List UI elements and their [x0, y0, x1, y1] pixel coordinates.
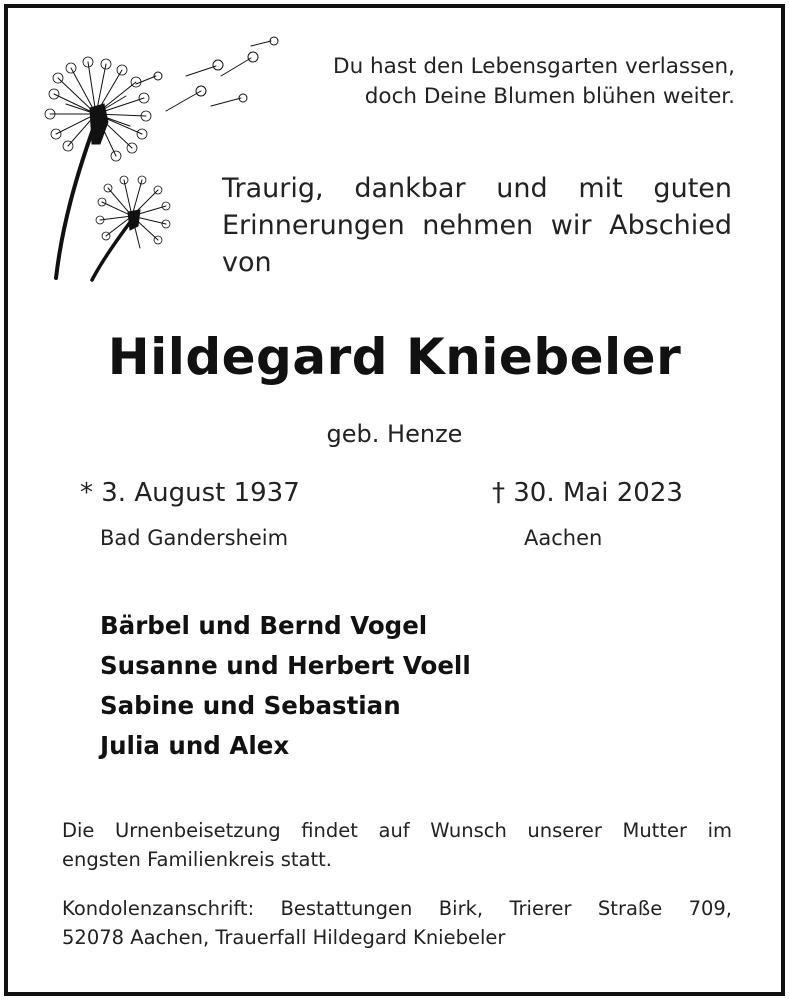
intro-line-1: Traurig, dankbar und mit guten [222, 173, 732, 204]
condolence-address-line-1: Kondolenzanschrift: Bestattungen Birk, Trierer Straße 709, [62, 897, 732, 920]
deceased-name: Hildegard Kniebeler [107, 328, 682, 386]
birth-date: * 3. August 1937 [80, 478, 300, 508]
intro-line-2: Erinnerungen nehmen wir Abschied [222, 210, 732, 241]
family-member: Susanne und Herbert Voell [100, 651, 471, 680]
motto-line-2: doch Deine Blumen blühen weiter. [364, 84, 735, 109]
condolence-address-line-2: 52078 Aachen, Trauerfall Hildegard Kniebeler [62, 926, 506, 949]
burial-notice-line-1: Die Urnenbeisetzung findet auf Wunsch unserer Mutter im [62, 819, 732, 842]
obituary-card [4, 4, 785, 996]
motto-line-1: Du hast den Lebensgarten verlassen, [333, 54, 735, 79]
family-member: Bärbel und Bernd Vogel [100, 611, 428, 640]
family-member: Julia und Alex [100, 731, 290, 760]
intro-line-3: von [222, 247, 272, 278]
family-member: Sabine und Sebastian [100, 691, 401, 720]
maiden-name: geb. Henze [326, 420, 463, 448]
burial-notice-line-2: engsten Familienkreis statt. [62, 848, 332, 871]
death-place: Aachen [524, 526, 603, 550]
birth-place: Bad Gandersheim [100, 526, 289, 550]
death-date: † 30. Mai 2023 [492, 478, 683, 508]
